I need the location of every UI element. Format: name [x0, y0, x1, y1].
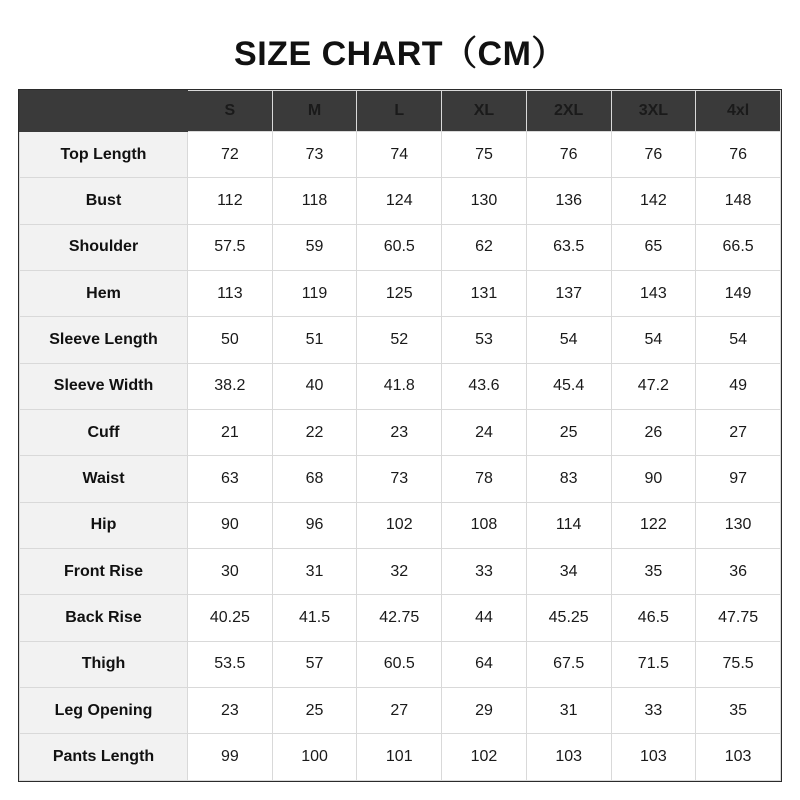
cell-hem-s: 113 [188, 271, 273, 317]
cell-shoulder-4xl: 66.5 [696, 224, 781, 270]
cell-top-length-4xl: 76 [696, 132, 781, 178]
cell-hem-m: 119 [272, 271, 357, 317]
cell-pants-length-2xl: 103 [526, 734, 611, 781]
cell-back-rise-4xl: 47.75 [696, 595, 781, 641]
cell-hem-3xl: 143 [611, 271, 696, 317]
cell-cuff-4xl: 27 [696, 410, 781, 456]
cell-back-rise-l: 42.75 [357, 595, 442, 641]
cell-back-rise-m: 41.5 [272, 595, 357, 641]
table-row [20, 641, 781, 687]
cell-hem-l: 125 [357, 271, 442, 317]
cell-sleeve-width-3xl: 47.2 [611, 363, 696, 409]
table-header [20, 91, 781, 132]
cell-thigh-xl: 64 [442, 641, 527, 687]
cell-sleeve-width-m: 40 [272, 363, 357, 409]
cell-shoulder-xl: 62 [442, 224, 527, 270]
cell-leg-opening-3xl: 33 [611, 688, 696, 734]
cell-sleeve-length-s: 50 [188, 317, 273, 363]
cell-leg-opening-4xl: 35 [696, 688, 781, 734]
row-label-cuff: Cuff [20, 410, 188, 456]
cell-pants-length-3xl: 103 [611, 734, 696, 781]
cell-cuff-xl: 24 [442, 410, 527, 456]
cell-thigh-m: 57 [272, 641, 357, 687]
cell-leg-opening-l: 27 [357, 688, 442, 734]
cell-bust-3xl: 142 [611, 178, 696, 224]
cell-bust-s: 112 [188, 178, 273, 224]
cell-top-length-s: 72 [188, 132, 273, 178]
row-label-hem: Hem [20, 271, 188, 317]
table-row [20, 502, 781, 548]
row-label-pants-length: Pants Length [20, 734, 188, 781]
cell-leg-opening-2xl: 31 [526, 688, 611, 734]
cell-sleeve-length-2xl: 54 [526, 317, 611, 363]
column-header-3xl: 3XL [611, 91, 696, 132]
cell-waist-3xl: 90 [611, 456, 696, 502]
column-header-2xl: 2XL [526, 91, 611, 132]
table-body [20, 132, 781, 781]
table-row [20, 363, 781, 409]
cell-sleeve-length-3xl: 54 [611, 317, 696, 363]
cell-bust-m: 118 [272, 178, 357, 224]
cell-sleeve-width-2xl: 45.4 [526, 363, 611, 409]
table-corner-cell [20, 91, 188, 132]
table-row [20, 132, 781, 178]
cell-waist-m: 68 [272, 456, 357, 502]
cell-thigh-l: 60.5 [357, 641, 442, 687]
cell-hip-s: 90 [188, 502, 273, 548]
cell-cuff-3xl: 26 [611, 410, 696, 456]
cell-sleeve-length-l: 52 [357, 317, 442, 363]
cell-hip-2xl: 114 [526, 502, 611, 548]
row-label-thigh: Thigh [20, 641, 188, 687]
column-header-xl: XL [442, 91, 527, 132]
cell-hip-m: 96 [272, 502, 357, 548]
cell-pants-length-4xl: 103 [696, 734, 781, 781]
cell-leg-opening-xl: 29 [442, 688, 527, 734]
cell-hip-l: 102 [357, 502, 442, 548]
cell-waist-xl: 78 [442, 456, 527, 502]
row-label-bust: Bust [20, 178, 188, 224]
cell-front-rise-2xl: 34 [526, 549, 611, 595]
cell-top-length-m: 73 [272, 132, 357, 178]
cell-pants-length-l: 101 [357, 734, 442, 781]
table-row [20, 595, 781, 641]
cell-cuff-s: 21 [188, 410, 273, 456]
cell-thigh-3xl: 71.5 [611, 641, 696, 687]
table-row [20, 271, 781, 317]
size-chart-table-container [18, 89, 782, 782]
cell-front-rise-l: 32 [357, 549, 442, 595]
cell-bust-2xl: 136 [526, 178, 611, 224]
cell-cuff-2xl: 25 [526, 410, 611, 456]
cell-hip-4xl: 130 [696, 502, 781, 548]
cell-top-length-3xl: 76 [611, 132, 696, 178]
table-row [20, 410, 781, 456]
table-header-row [20, 91, 781, 132]
row-label-top-length: Top Length [20, 132, 188, 178]
column-header-4xl: 4xl [696, 91, 781, 132]
cell-bust-xl: 130 [442, 178, 527, 224]
cell-thigh-2xl: 67.5 [526, 641, 611, 687]
cell-sleeve-width-l: 41.8 [357, 363, 442, 409]
table-row [20, 317, 781, 363]
page-title: SIZE CHART（CM） [234, 35, 566, 73]
cell-bust-l: 124 [357, 178, 442, 224]
cell-sleeve-width-4xl: 49 [696, 363, 781, 409]
cell-bust-4xl: 148 [696, 178, 781, 224]
row-label-waist: Waist [20, 456, 188, 502]
cell-thigh-s: 53.5 [188, 641, 273, 687]
cell-front-rise-xl: 33 [442, 549, 527, 595]
cell-waist-2xl: 83 [526, 456, 611, 502]
cell-hem-2xl: 137 [526, 271, 611, 317]
table-row [20, 734, 781, 781]
cell-shoulder-2xl: 63.5 [526, 224, 611, 270]
cell-leg-opening-s: 23 [188, 688, 273, 734]
cell-sleeve-length-m: 51 [272, 317, 357, 363]
table-row [20, 224, 781, 270]
column-header-l: L [357, 91, 442, 132]
cell-waist-s: 63 [188, 456, 273, 502]
row-label-sleeve-length: Sleeve Length [20, 317, 188, 363]
cell-sleeve-length-xl: 53 [442, 317, 527, 363]
row-label-shoulder: Shoulder [20, 224, 188, 270]
column-header-m: M [272, 91, 357, 132]
cell-back-rise-2xl: 45.25 [526, 595, 611, 641]
cell-front-rise-4xl: 36 [696, 549, 781, 595]
cell-waist-4xl: 97 [696, 456, 781, 502]
cell-hip-3xl: 122 [611, 502, 696, 548]
cell-top-length-xl: 75 [442, 132, 527, 178]
row-label-hip: Hip [20, 502, 188, 548]
cell-sleeve-width-s: 38.2 [188, 363, 273, 409]
cell-back-rise-3xl: 46.5 [611, 595, 696, 641]
cell-shoulder-s: 57.5 [188, 224, 273, 270]
cell-shoulder-l: 60.5 [357, 224, 442, 270]
cell-front-rise-3xl: 35 [611, 549, 696, 595]
row-label-leg-opening: Leg Opening [20, 688, 188, 734]
cell-back-rise-xl: 44 [442, 595, 527, 641]
row-label-back-rise: Back Rise [20, 595, 188, 641]
cell-shoulder-m: 59 [272, 224, 357, 270]
cell-front-rise-s: 30 [188, 549, 273, 595]
cell-cuff-l: 23 [357, 410, 442, 456]
row-label-sleeve-width: Sleeve Width [20, 363, 188, 409]
cell-sleeve-width-xl: 43.6 [442, 363, 527, 409]
cell-hem-4xl: 149 [696, 271, 781, 317]
table-row [20, 456, 781, 502]
cell-top-length-2xl: 76 [526, 132, 611, 178]
table-row [20, 178, 781, 224]
size-chart-table [19, 90, 781, 781]
cell-hip-xl: 108 [442, 502, 527, 548]
cell-shoulder-3xl: 65 [611, 224, 696, 270]
cell-pants-length-s: 99 [188, 734, 273, 781]
cell-sleeve-length-4xl: 54 [696, 317, 781, 363]
cell-back-rise-s: 40.25 [188, 595, 273, 641]
table-row [20, 688, 781, 734]
cell-hem-xl: 131 [442, 271, 527, 317]
row-label-front-rise: Front Rise [20, 549, 188, 595]
cell-pants-length-xl: 102 [442, 734, 527, 781]
cell-waist-l: 73 [357, 456, 442, 502]
cell-pants-length-m: 100 [272, 734, 357, 781]
cell-thigh-4xl: 75.5 [696, 641, 781, 687]
cell-top-length-l: 74 [357, 132, 442, 178]
column-header-s: S [188, 91, 273, 132]
cell-cuff-m: 22 [272, 410, 357, 456]
cell-front-rise-m: 31 [272, 549, 357, 595]
cell-leg-opening-m: 25 [272, 688, 357, 734]
table-row [20, 549, 781, 595]
